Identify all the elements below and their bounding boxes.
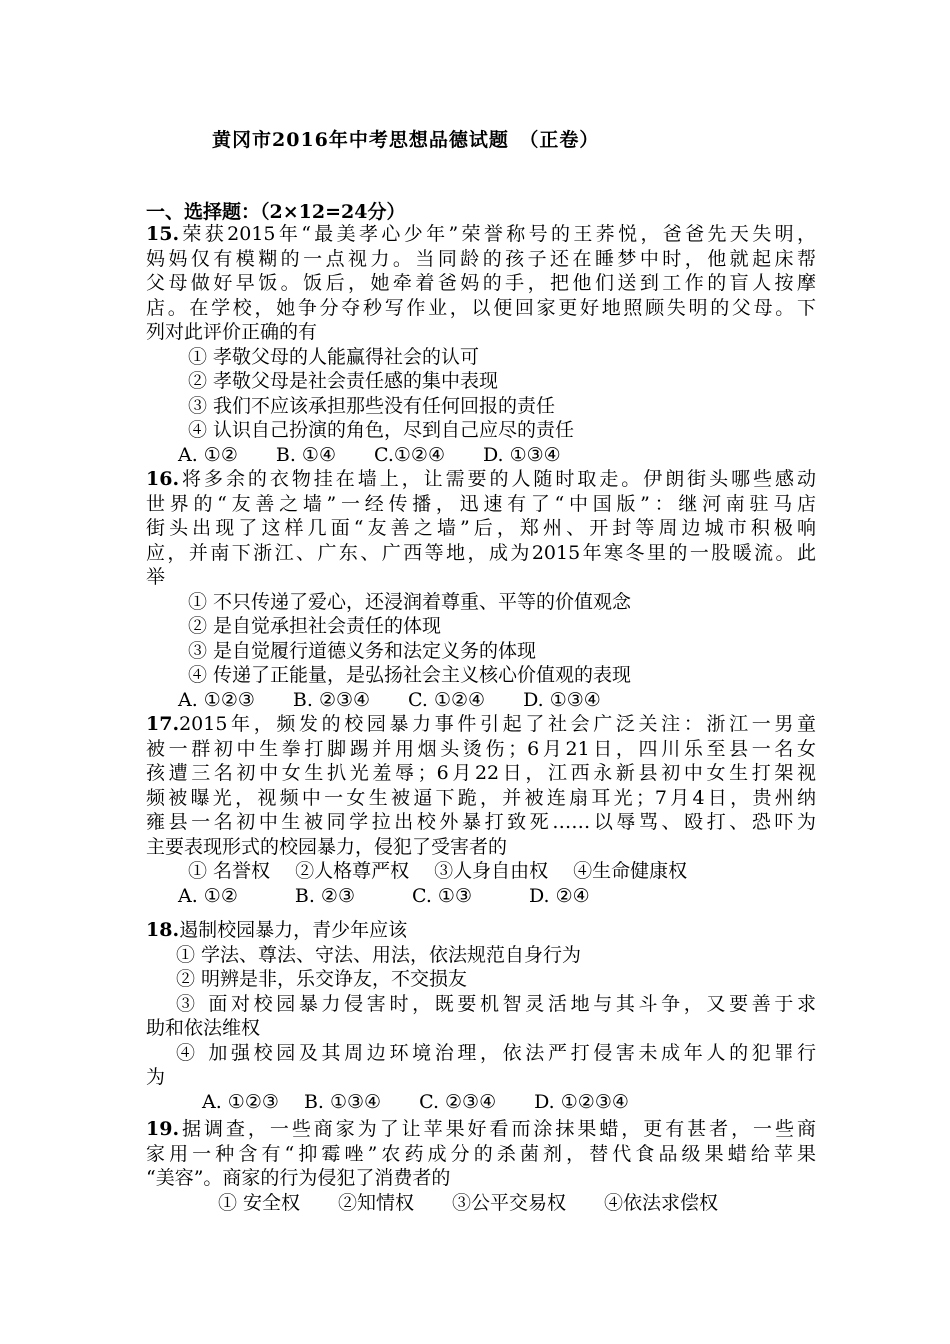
question-15 [146, 222, 816, 467]
option-line: ④ 传递了正能量，是弘扬社会主义核心价值观的表现 [188, 664, 632, 686]
option-line: ② 是自觉承担社会责任的体现 [188, 615, 442, 637]
question-18 [146, 918, 816, 1114]
section-heading: 一、选择题：（2×12=24分） [146, 201, 406, 223]
question-stem-line: 15.荣获2015年“最美孝心少年”荣誉称号的王荞悦，爸爸先天失明， [146, 223, 816, 245]
question-stem-line: 街头出现了这样几面“友善之墙”后，郑州、开封等周边城市积极响 [146, 517, 816, 539]
answer-choices: A. ①②③ B. ②③④ C. ①②④ D. ①③④ [178, 688, 601, 711]
question-19 [146, 1117, 816, 1215]
question-stem-line: 雍县一名初中生被同学拉出校外暴打致死……以辱骂、殴打、恐吓为 [146, 811, 816, 833]
option-line: ③ 面对校园暴力侵害时，既要机智灵活地与其斗争，又要善于求 [176, 992, 816, 1015]
question-stem-line: 18.遏制校园暴力，青少年应该 [146, 919, 408, 941]
question-stem-line: 妈妈仅有模糊的一点视力。当同龄的孩子还在睡梦中时，他就起床帮 [146, 247, 816, 270]
option-line: ② 明辨是非，乐交诤友，不交损友 [176, 968, 468, 990]
option-line: ① 不只传递了爱心，还浸润着尊重、平等的价值观念 [188, 590, 632, 613]
question-stem-line: 被一群初中生拳打脚踢并用烟头烫伤；6月21日，四川乐至县一名女 [146, 737, 816, 760]
question-17 [146, 712, 816, 908]
question-number: 17. [146, 713, 180, 735]
option-line: ① 安全权 ②知情权 ③公平交易权 ④依法求偿权 [218, 1191, 719, 1214]
answer-choices: A. ①② B. ②③ C. ①③ D. ②④ [178, 884, 590, 907]
question-stem-line: 17.2015年，频发的校园暴力事件引起了社会广泛关注：浙江一男童 [146, 713, 816, 735]
question-stem-line: 主要表现形式的校园暴力，侵犯了受害者的 [146, 835, 508, 858]
question-stem-line: 家用一种含有“抑霉唑”农药成分的杀菌剂，替代食品级果蜡给苹果 [146, 1142, 816, 1165]
question-number: 15. [146, 223, 180, 245]
answer-choices: A. ①② B. ①④ C.①②④ D. ①③④ [178, 443, 561, 466]
answer-choices: A. ①②③ B. ①③④ C. ②③④ D. ①②③④ [202, 1090, 629, 1113]
option-line: ③ 我们不应该承担那些没有任何回报的责任 [188, 394, 556, 417]
question-stem-line: 举 [146, 566, 166, 588]
question-16 [146, 467, 816, 712]
option-line: ② 孝敬父母是社会责任感的集中表现 [188, 370, 499, 392]
question-stem-line: 频被曝光，视频中一女生被逼下跪，并被连扇耳光；7月4日，贵州纳 [146, 786, 816, 809]
option-line: ④ 加强校园及其周边环境治理，依法严打侵害未成年人的犯罪行 [176, 1041, 816, 1064]
option-line: ① 学法、尊法、守法、用法，依法规范自身行为 [176, 943, 582, 966]
question-stem-line: 列对此评价正确的有 [146, 321, 318, 343]
option-line: ① 名誉权 ②人格尊严权 ③人身自由权 ④生命健康权 [188, 860, 688, 882]
option-line: 助和依法维权 [146, 1017, 261, 1039]
option-line: ④ 认识自己扮演的角色，尽到自己应尽的责任 [188, 419, 575, 441]
option-line: ③ 是自觉履行道德义务和法定义务的体现 [188, 639, 537, 662]
question-stem-line: “美容”。商家的行为侵犯了消费者的 [146, 1167, 451, 1189]
question-number: 19. [146, 1118, 180, 1140]
question-stem-line: 孩遭三名初中女生扒光羞辱；6月22日，江西永新县初中女生打架视 [146, 762, 816, 784]
question-stem-line: 应，并南下浙江、广东、广西等地，成为2015年寒冬里的一股暖流。此 [146, 541, 816, 564]
question-stem-line: 父母做好早饭。饭后，她牵着爸妈的手，把他们送到工作的盲人按摩 [146, 272, 816, 294]
question-stem-line: 店。在学校，她争分夺秒写作业，以便回家更好地照顾失明的父母。下 [146, 296, 816, 319]
question-number: 16. [146, 468, 180, 490]
question-stem-line: 世界的“友善之墙”一经传播，迅速有了“中国版”：继河南驻马店 [146, 492, 816, 515]
question-stem-line: 19.据调查，一些商家为了让苹果好看而涂抹果蜡，更有甚者，一些商 [146, 1118, 816, 1140]
question-stem-line: 16.将多余的衣物挂在墙上，让需要的人随时取走。伊朗街头哪些感动 [146, 468, 816, 490]
page-title: 黄冈市2016年中考思想品德试题 （正卷） [212, 129, 600, 151]
option-line: ① 孝敬父母的人能赢得社会的认可 [188, 345, 480, 368]
question-number: 18. [146, 919, 180, 941]
option-line: 为 [146, 1066, 166, 1088]
